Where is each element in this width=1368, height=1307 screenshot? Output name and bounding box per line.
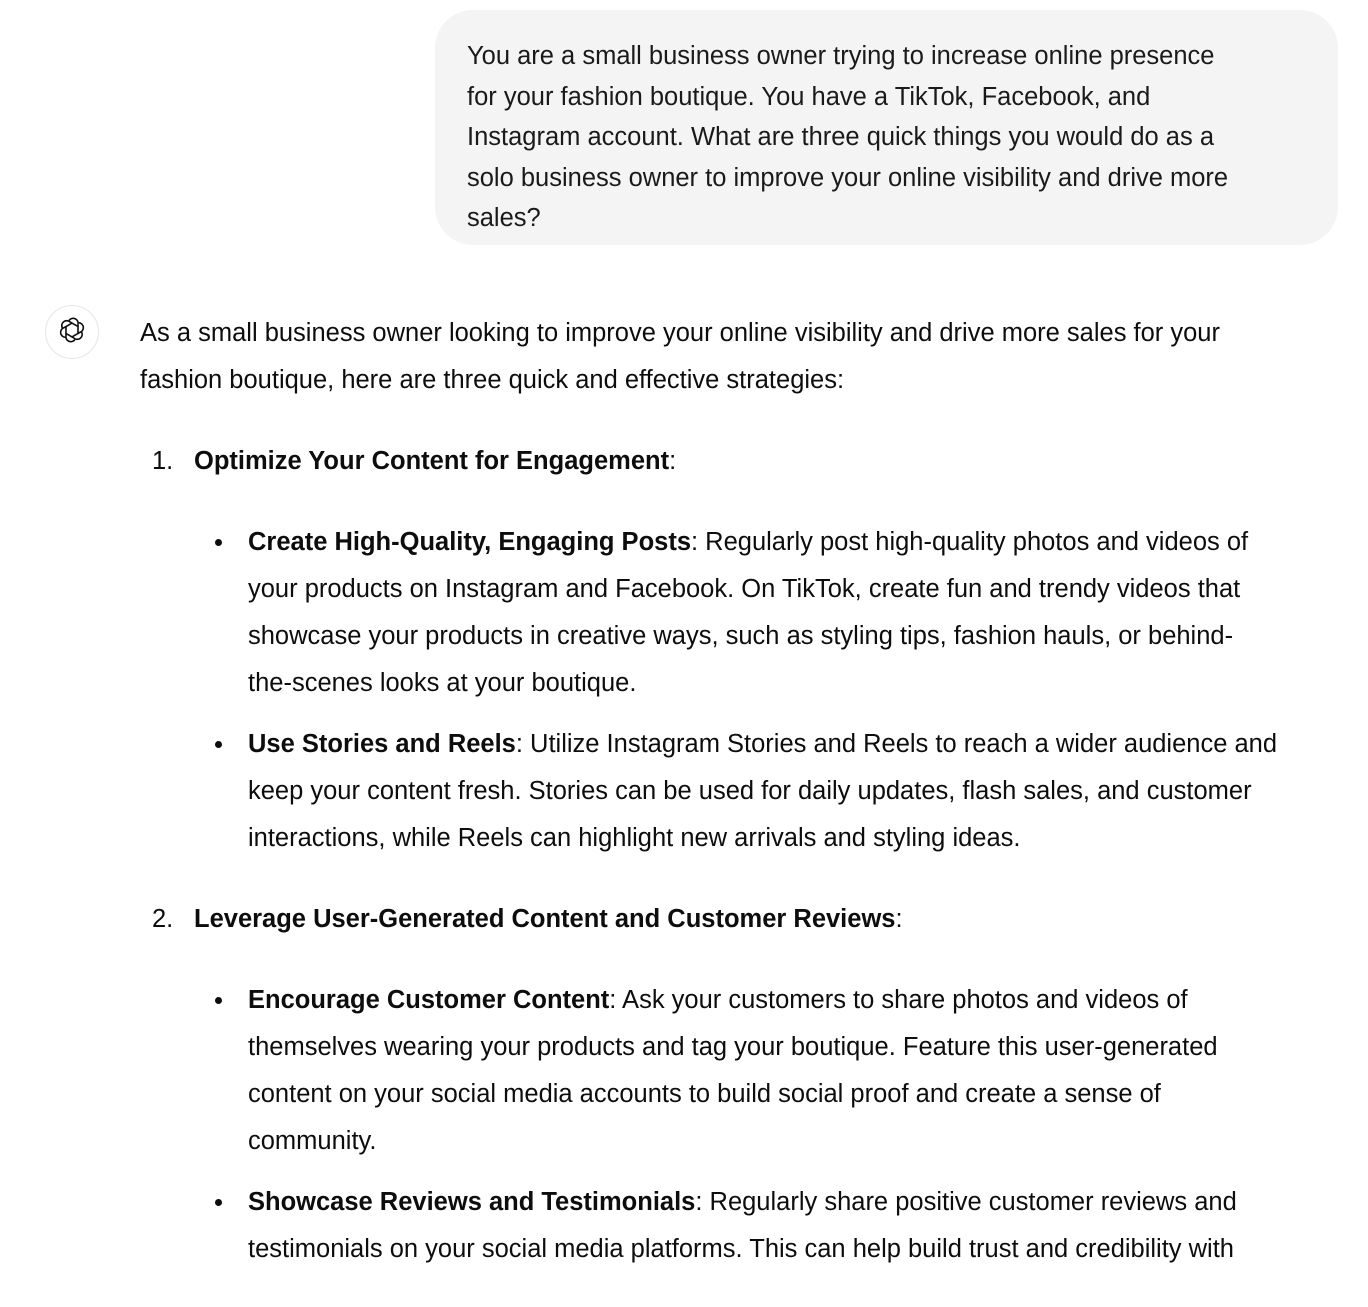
tactic-item: [194, 721, 1350, 862]
tactic-text-line: : Ask your customers to share photos and videos of: [609, 986, 1188, 1014]
tactic-text-line: themselves wearing your products and tag your boutique. Feature this user-generated: [248, 1033, 1218, 1061]
user-message-bubble: [435, 10, 1338, 245]
strategy-title-suffix: :: [895, 905, 903, 933]
openai-logo-icon: [57, 315, 87, 350]
tactic-text-line: testimonials on your social media platforms. This can help build trust and credibility with: [248, 1235, 1234, 1263]
bullet-icon: [215, 741, 222, 748]
tactic-text-line: : Regularly share positive customer reviews and: [695, 1188, 1237, 1216]
intro-line: fashion boutique, here are three quick and effective strategies:: [140, 366, 845, 394]
tactic-title: Create High-Quality, Engaging Posts: [248, 528, 692, 556]
intro-line: As a small business owner looking to improve your online visibility and drive more sales for your: [140, 319, 1220, 347]
bullet-icon: [215, 997, 222, 1004]
strategy-title: Leverage User-Generated Content and Customer Reviews: [194, 905, 896, 933]
user-message-line: for your fashion boutique. You have a TikTok, Facebook, and: [467, 82, 1151, 111]
tactic-title: Showcase Reviews and Testimonials: [248, 1188, 696, 1216]
tactic-item: [194, 977, 1350, 1165]
tactic-list: [194, 977, 1350, 1273]
tactic-text-line: keep your content fresh. Stories can be used for daily updates, flash sales, and customer: [248, 777, 1252, 805]
bullet-icon: [215, 1199, 222, 1206]
strategy-item: [140, 896, 1350, 1273]
bullet-icon: [215, 539, 222, 546]
strategy-heading: [194, 438, 1350, 485]
strategy-number: 2.: [152, 905, 174, 933]
strategy-item: [140, 438, 1350, 862]
tactic-item: [194, 519, 1350, 707]
tactic-text-line: : Regularly post high-quality photos and videos of: [691, 528, 1249, 556]
tactic-text-line: interactions, while Reels can highlight new arrivals and styling ideas.: [248, 824, 1021, 852]
assistant-intro: [140, 310, 1350, 404]
tactic-list: [194, 519, 1350, 862]
user-message-line: Instagram account. What are three quick things you would do as a: [467, 123, 1214, 151]
tactic-title: Use Stories and Reels: [248, 730, 516, 758]
tactic-text-line: your products on Instagram and Facebook. On TikTok, create fun and trendy videos that: [248, 575, 1241, 603]
user-message-line: sales?: [467, 204, 541, 232]
tactic-text-line: : Utilize Instagram Stories and Reels to reach a wider audience and: [515, 730, 1278, 758]
tactic-text-line: the-scenes looks at your boutique.: [248, 669, 637, 697]
tactic-item: [194, 1179, 1350, 1273]
assistant-avatar: [45, 305, 99, 359]
tactic-text-line: content on your social media accounts to build social proof and create a sense of: [248, 1080, 1161, 1108]
tactic-text-line: community.: [248, 1127, 377, 1155]
strategy-title-suffix: :: [669, 447, 677, 475]
strategy-heading: [194, 896, 1350, 943]
strategy-number: 1.: [152, 447, 174, 475]
tactic-title: Encourage Customer Content: [248, 986, 610, 1014]
user-message-line: You are a small business owner trying to increase online presence: [467, 42, 1215, 70]
tactic-text-line: showcase your products in creative ways, such as styling tips, fashion hauls, or behind-: [248, 622, 1234, 650]
strategy-list: [140, 438, 1350, 1273]
user-message-line: solo business owner to improve your online visibility and drive more: [467, 163, 1229, 192]
assistant-message: [140, 310, 1350, 1307]
strategy-title: Optimize Your Content for Engagement: [194, 447, 670, 475]
